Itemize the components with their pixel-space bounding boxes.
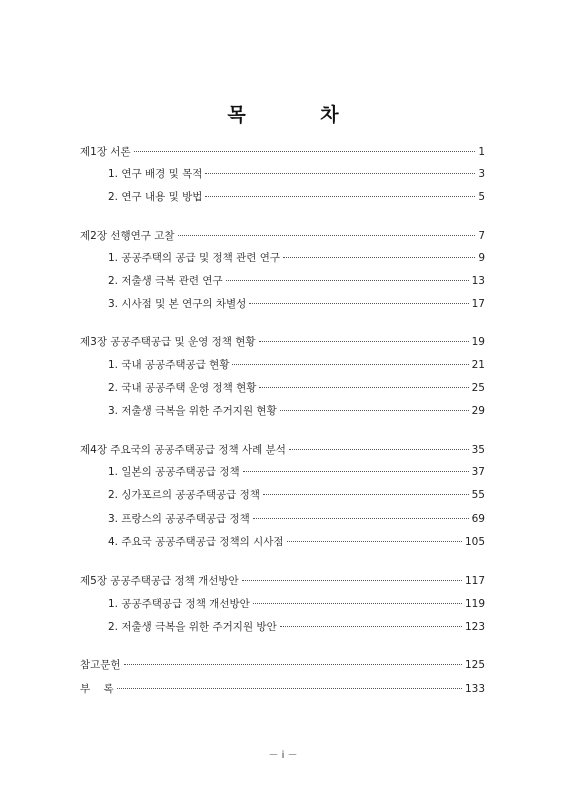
toc-entry-section-4-3[interactable]: [108, 512, 485, 526]
toc-entry-page: 133: [464, 683, 485, 695]
toc-entry-label: 제1장 서론: [80, 146, 131, 158]
toc-entry-section-4-1[interactable]: [108, 465, 485, 479]
dot-leader: [124, 664, 462, 665]
toc-entry-page: 125: [464, 659, 485, 671]
page-number: － i －: [268, 750, 298, 761]
toc-entry-label: 참고문헌: [80, 659, 121, 671]
dot-leader: [205, 196, 475, 197]
dot-leader: [287, 541, 462, 542]
toc-entry-page: 55: [471, 489, 485, 501]
toc-entry-section-5-2[interactable]: [108, 620, 485, 634]
dot-leader: [226, 280, 469, 281]
toc-entry-chapter-5[interactable]: [80, 574, 485, 588]
toc-entry-section-3-2[interactable]: [108, 381, 485, 395]
toc-entry-label: 2. 연구 내용 및 방법: [108, 191, 203, 203]
toc-entry-page: 69: [471, 513, 485, 525]
toc-entry-page: 119: [464, 598, 485, 610]
toc-entry-page: 19: [471, 336, 485, 348]
toc-entry-page: 37: [471, 466, 485, 478]
toc-entry-label: 2. 국내 공공주택 운영 정책 현황: [108, 382, 257, 394]
dot-leader: [232, 364, 468, 365]
dot-leader: [178, 235, 476, 236]
toc-entry-section-3-3[interactable]: [108, 404, 485, 418]
dot-leader: [259, 341, 469, 342]
dot-leader: [253, 518, 469, 519]
toc-entry-page: 9: [478, 252, 485, 264]
dot-leader: [259, 387, 468, 388]
toc-entry-label: 3. 저출생 극복을 위한 주거지원 현황: [108, 405, 277, 417]
toc-entry-page: 29: [471, 405, 485, 417]
toc-entry-page: 117: [464, 575, 485, 587]
toc-entry-label: 2. 저출생 극복을 위한 주거지원 방안: [108, 621, 277, 633]
toc-entry-label: 3. 시사점 및 본 연구의 차별성: [108, 298, 247, 310]
toc-entry-label: 2. 싱가포르의 공공주택공급 정책: [108, 489, 260, 501]
toc-entry-label: 1. 연구 배경 및 목적: [108, 168, 203, 180]
toc-entry-page: 35: [471, 444, 485, 456]
dot-leader: [253, 603, 462, 604]
toc-entry-section-2-3[interactable]: [108, 297, 485, 311]
toc-entry-label: 4. 주요국 공공주택공급 정책의 시사점: [108, 536, 284, 548]
toc-entry-page: 17: [471, 298, 485, 310]
dot-leader: [280, 626, 462, 627]
toc-entry-section-1-1[interactable]: [108, 167, 485, 181]
dot-leader: [263, 494, 469, 495]
toc-entry-label: 부 록: [80, 683, 114, 695]
toc-entry-page: 123: [464, 621, 485, 633]
toc-entry-chapter-3[interactable]: [80, 335, 485, 349]
toc-entry-page: 7: [478, 230, 485, 242]
toc-entry-references[interactable]: [80, 658, 485, 672]
dot-leader: [134, 151, 476, 152]
toc-entry-section-2-2[interactable]: [108, 274, 485, 288]
toc-entry-section-1-2[interactable]: [108, 190, 485, 204]
dot-leader: [242, 580, 462, 581]
toc-entry-section-2-1[interactable]: [108, 251, 485, 265]
dot-leader: [280, 410, 469, 411]
toc-entry-section-4-2[interactable]: [108, 488, 485, 502]
toc-entry-label: 제5장 공공주택공급 정책 개선방안: [80, 575, 239, 587]
toc-entry-label: 1. 공공주택의 공급 및 정책 관련 연구: [108, 252, 281, 264]
toc-entry-page: 13: [471, 275, 485, 287]
toc-entry-appendix[interactable]: [80, 682, 485, 696]
toc-entry-page: 5: [478, 191, 485, 203]
toc-entry-label: 제4장 주요국의 공공주택공급 정책 사례 분석: [80, 444, 286, 456]
dot-leader: [289, 449, 469, 450]
toc-entry-chapter-2[interactable]: [80, 229, 485, 243]
toc-entry-label: 1. 일본의 공공주택공급 정책: [108, 466, 240, 478]
dot-leader: [117, 688, 462, 689]
toc-entry-page: 25: [471, 382, 485, 394]
toc-entry-chapter-1[interactable]: [80, 145, 485, 159]
toc-entry-section-3-1[interactable]: [108, 358, 485, 372]
toc-entry-label: 1. 공공주택공급 정책 개선방안: [108, 598, 250, 610]
dot-leader: [205, 173, 475, 174]
dot-leader: [249, 303, 468, 304]
toc-entry-page: 21: [471, 359, 485, 371]
toc-entry-label: 제2장 선행연구 고찰: [80, 230, 175, 242]
toc-entry-chapter-4[interactable]: [80, 443, 485, 457]
toc-entry-label: 2. 저출생 극복 관련 연구: [108, 275, 223, 287]
page-title: 목 차: [227, 104, 373, 126]
toc-entry-label: 제3장 공공주택공급 및 운영 정책 현황: [80, 336, 256, 348]
toc-entry-section-4-4[interactable]: [108, 535, 485, 549]
toc-entry-page: 3: [478, 168, 485, 180]
dot-leader: [243, 471, 469, 472]
toc-entry-label: 1. 국내 공공주택공급 현황: [108, 359, 230, 371]
toc-entry-page: 1: [478, 146, 485, 158]
toc-entry-page: 105: [464, 536, 485, 548]
toc-entry-label: 3. 프랑스의 공공주택공급 정책: [108, 513, 250, 525]
dot-leader: [283, 257, 475, 258]
toc-entry-section-5-1[interactable]: [108, 597, 485, 611]
